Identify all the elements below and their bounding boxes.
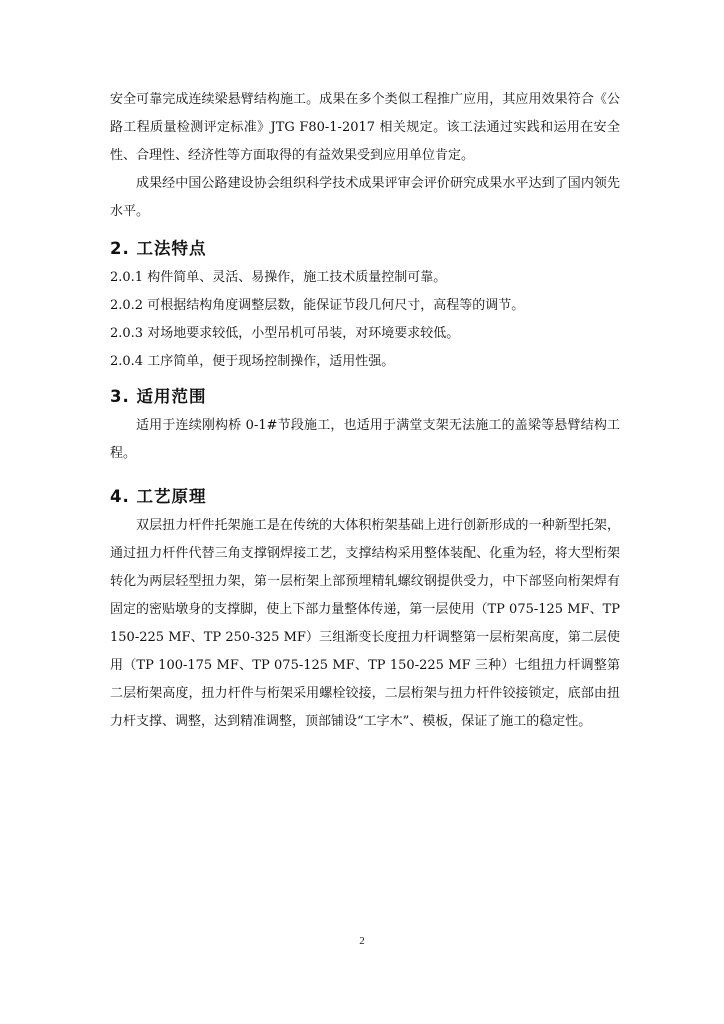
feature-item-2: 2.0.2 可根据结构角度调整层数，能保证节段几何尺寸，高程等的调节。 xyxy=(110,298,525,313)
feature-item-3: 2.0.3 对场地要求较低，小型吊机可吊装，对环境要求较低。 xyxy=(110,326,460,341)
feature-item-4: 2.0.4 工序简单，便于现场控制操作，适用性强。 xyxy=(110,354,395,369)
section-2-heading: 2. 工法特点 xyxy=(110,239,207,258)
intro-paragraph-2: 成果经中国公路建设协会组织科学技术成果评审会评价研究成果水平达到了国内领先水平。 xyxy=(110,176,620,219)
section-3-heading: 3. 适用范围 xyxy=(110,387,207,406)
intro-paragraph-1: 安全可靠完成连续梁悬臂结构施工。成果在多个类似工程推广应用，其应用效果符合《公路工程质量检测评定标准》JTG F80-1-2017 相关规定。该工法通过实践和运用在安全性、合理性、经济性等方面取得的有益效果受到应用单位肯定。 xyxy=(110,92,620,163)
page-content xyxy=(110,86,620,736)
scope-paragraph: 适用于连续刚构桥 0-1#节段施工，也适用于满堂支架无法施工的盖梁等悬臂结构工程。 xyxy=(110,418,620,461)
section-4-heading: 4. 工艺原理 xyxy=(110,487,207,506)
page-number: 2 xyxy=(359,935,365,947)
feature-item-1: 2.0.1 构件简单、灵活、易操作，施工技术质量控制可靠。 xyxy=(110,270,447,285)
principle-paragraph: 双层扭力杆件托架施工是在传统的大体积桁架基础上进行创新形成的一种新型托架，通过扭力杆件代替三角支撑钢焊接工艺，支撑结构采用整体装配、化重为轻，将大型桁架转化为两层轻型扭力架，第一层桁架上部预埋精轧螺纹钢提供受力，中下部竖向桁架焊有固定的密贴墩身的支撑脚，使上下部力量整体传递，第一层使用（TP 075-125 MF、TP 150-225 MF、TP 250-325 MF）三组渐变长度扭力杆调整第一层桁架高度，第二层使用（TP 100-175 MF、TP 075-125 MF、TP 150-225 MF 三种）七组扭力杆调整第二层桁架高度，扭力杆件与桁架采用螺栓铰接，二层桁架与扭力杆件铰接锁定，底部由扭力杆支撑、调整，达到精准调整，顶部铺设“工字木”、模板，保证了施工的稳定性。 xyxy=(110,518,620,729)
